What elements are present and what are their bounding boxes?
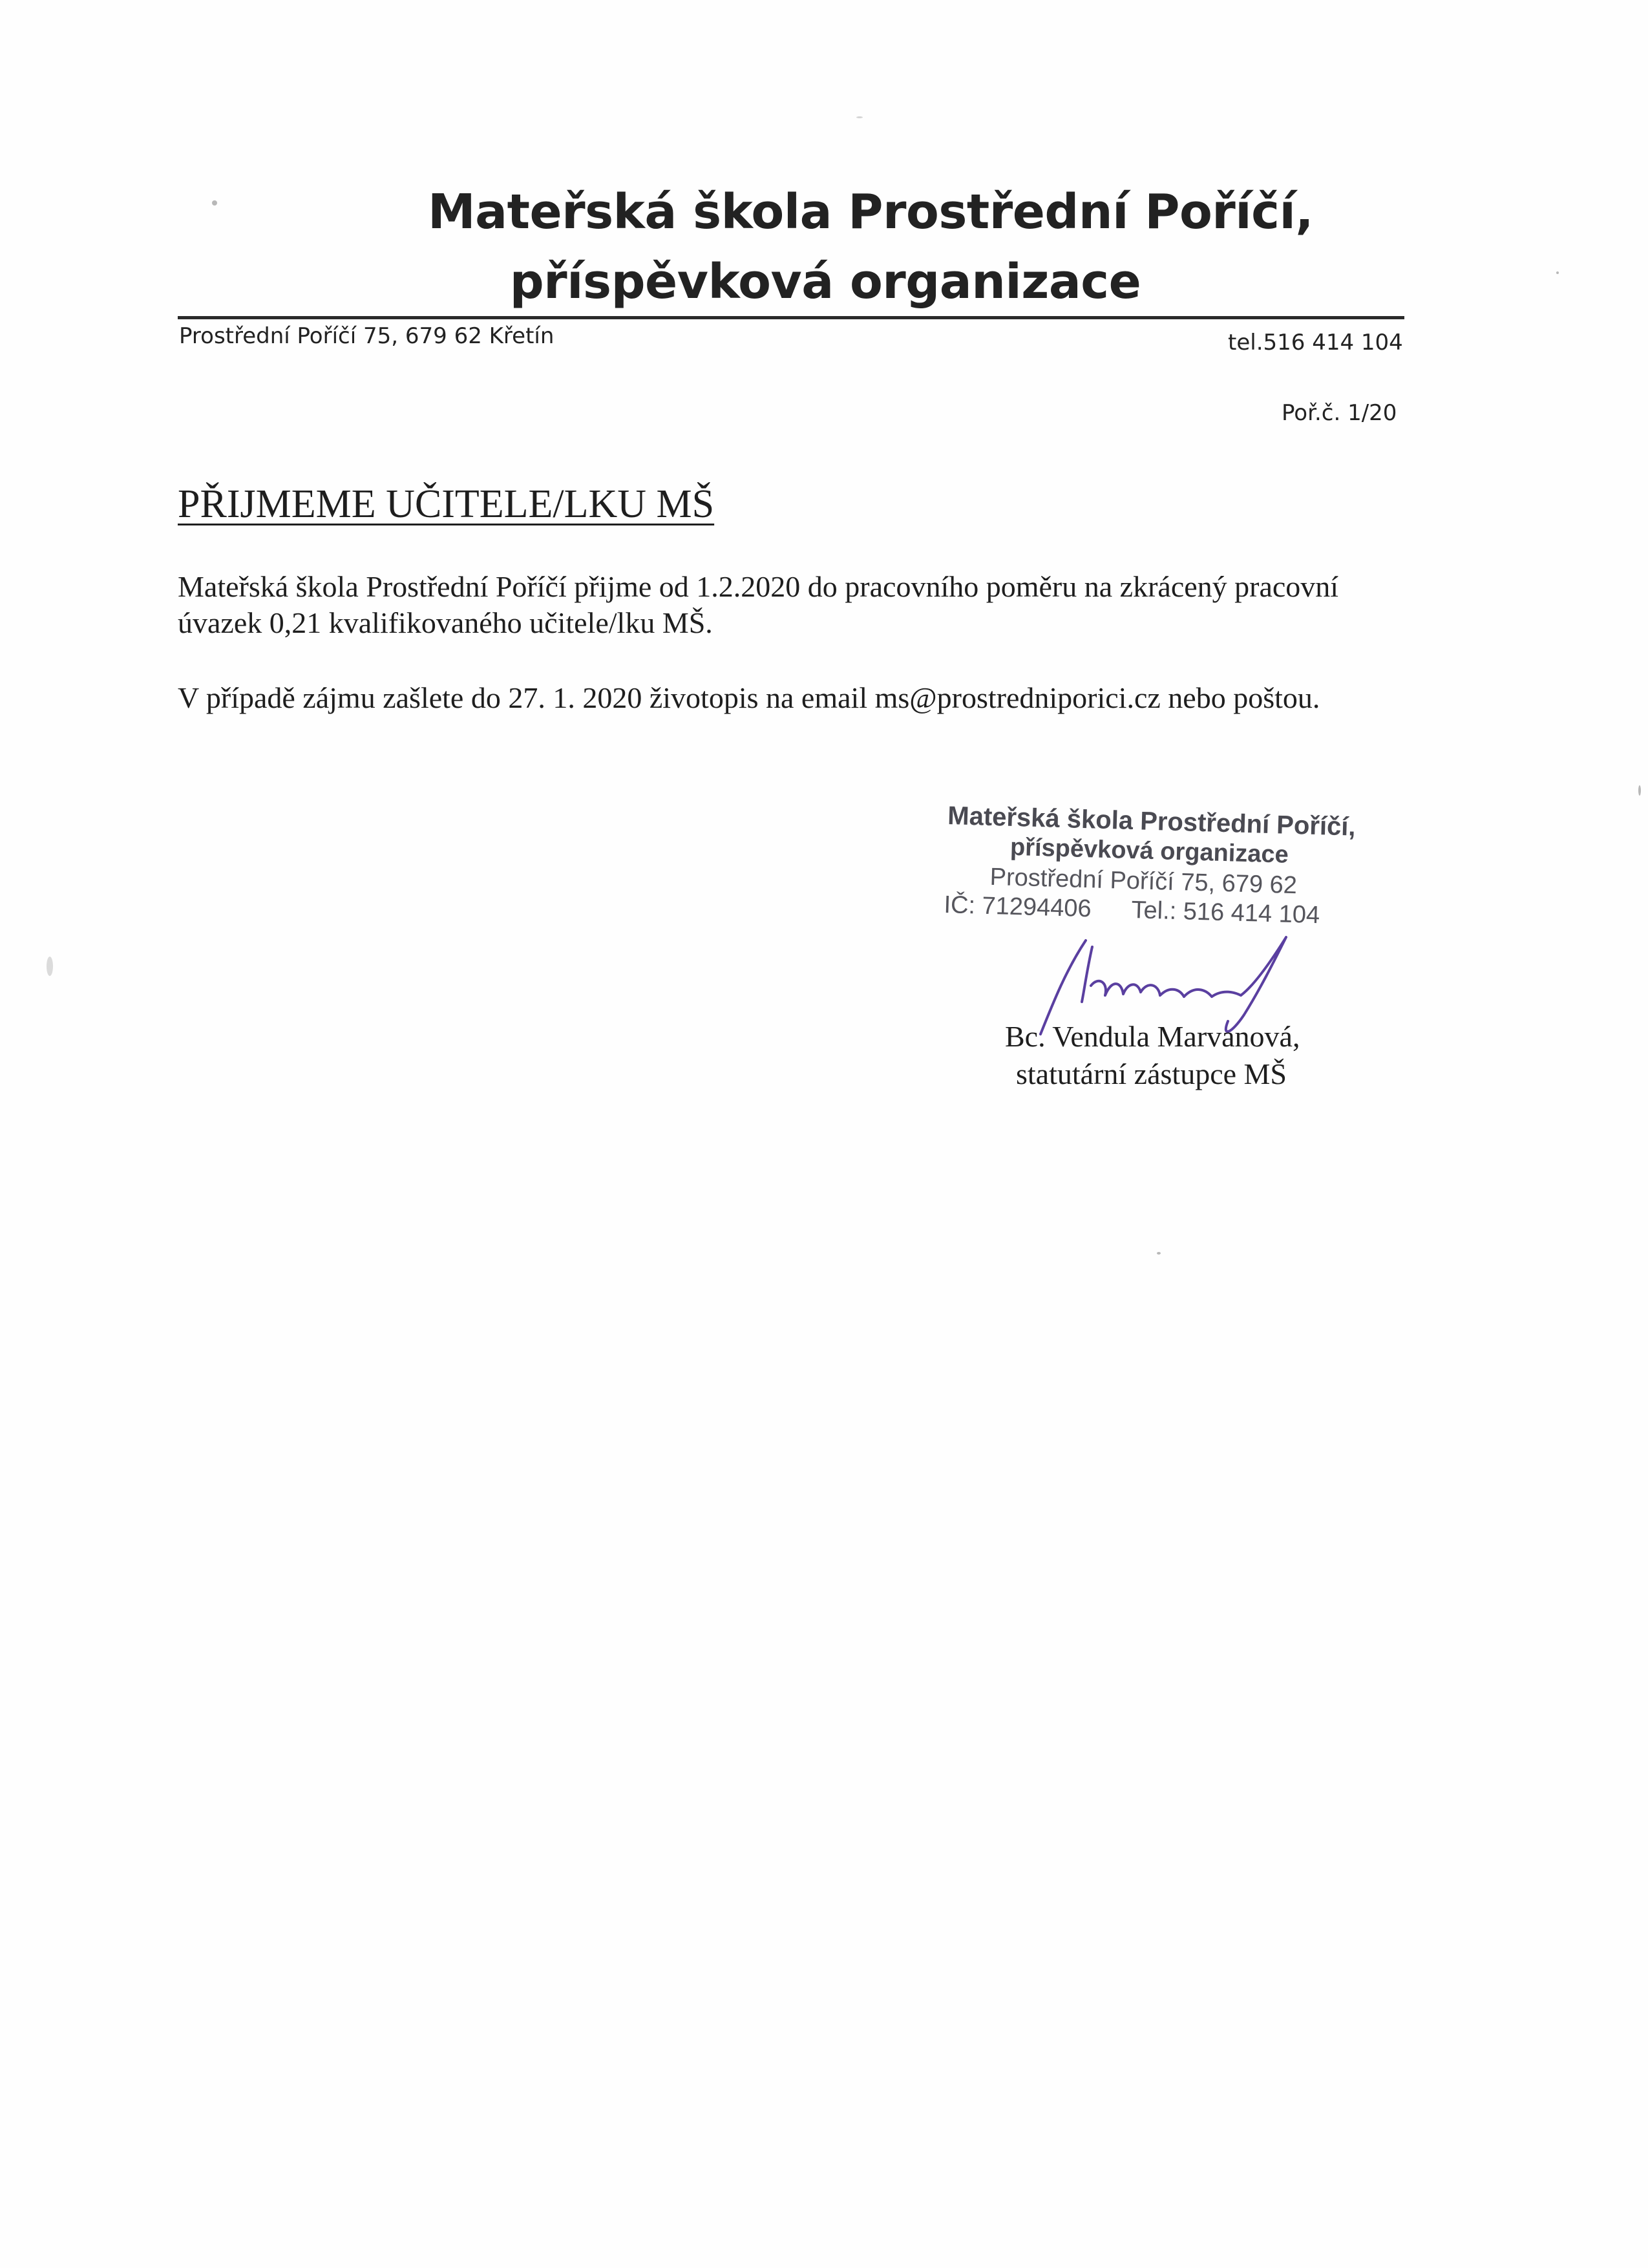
stamp-line-1: Mateřská škola Prostřední Poříčí, [947, 801, 1357, 842]
notice-paragraph-2: V případě zájmu zašlete do 27. 1. 2020 životopis na email ms@prostredniporici.cz nebo poštou. [178, 681, 1320, 714]
signatory-block [1005, 1018, 1300, 1093]
scan-speck [856, 116, 863, 118]
letterhead-phone: tel.516 414 104 [1228, 330, 1403, 355]
signatory-name: Bc. Vendula Marvanová, [1005, 1020, 1300, 1053]
scan-speck [212, 200, 217, 206]
letterhead-title-line2: příspěvková organizace [509, 254, 1141, 310]
scan-speck [1638, 785, 1641, 796]
reference-number: Poř.č. 1/20 [1282, 400, 1397, 426]
letterhead-divider [178, 316, 1404, 319]
scan-speck [1157, 1252, 1161, 1255]
official-stamp [944, 801, 1399, 931]
stamp-line-3: Prostřední Poříčí 75, 679 62 [989, 863, 1298, 900]
letterhead-title-line1: Mateřská škola Prostřední Poříčí, [428, 184, 1313, 240]
stamp-tel: Tel.: 516 414 104 [1131, 896, 1320, 929]
signatory-role: statutární zástupce MŠ [1016, 1057, 1287, 1090]
stamp-ico: IČ: 71294406 [943, 891, 1092, 923]
letterhead-address: Prostřední Poříčí 75, 679 62 Křetín [179, 323, 555, 349]
notice-paragraph-1: Mateřská škola Prostřední Poříčí přijme od 1.2.2020 do pracovního poměru na zkrácený pracovní úvazek 0,21 kvalifikovaného učitele/lku MŠ. [178, 570, 1339, 639]
stamp-line-2: příspěvková organizace [1009, 833, 1289, 869]
notice-heading: PŘIJMEME UČITELE/LKU MŠ [178, 482, 715, 526]
scan-speck [1556, 271, 1559, 274]
scan-speck [47, 957, 53, 976]
